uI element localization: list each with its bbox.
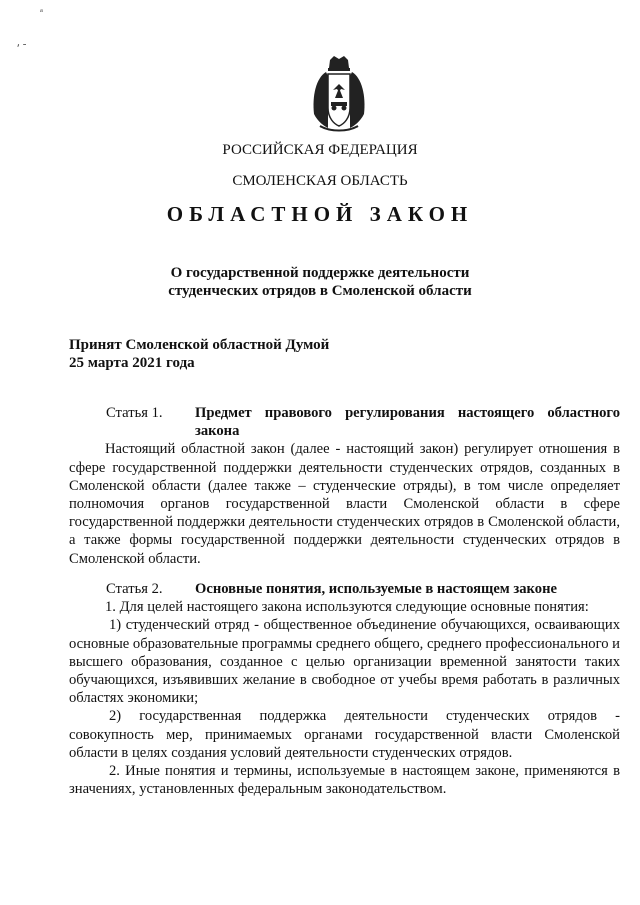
article-title: Основные понятия, используемые в настоящем законе <box>195 581 557 597</box>
document-type-heading: ОБЛАСТНОЙ ЗАКОН <box>166 202 474 226</box>
region-heading: СМОЛЕНСКАЯ ОБЛАСТЬ <box>232 173 408 189</box>
definition-item: 1) студенческий отряд - общественное объединение обучающихся, осваивающих основные образовательные программы среднего общего, среднего профессионального и высшего образования, созданное с целью организации временной занятости таких обучающихся, изъявивших желание в свободное от учебы время работать в различных областях экономики; <box>69 617 620 707</box>
article-2 <box>69 580 620 798</box>
article-paragraph: 2. Иные понятия и термины, используемые в настоящем законе, применяются в значениях, установленных федеральным законодательством. <box>69 763 620 798</box>
article-number: Статья 2. <box>106 581 163 597</box>
article-heading <box>69 580 620 598</box>
article-1 <box>69 404 620 568</box>
adoption-body: Принят Смоленской областной Думой <box>69 337 330 353</box>
country-heading: РОССИЙСКАЯ ФЕДЕРАЦИЯ <box>222 142 418 158</box>
article-number: Статья 1. <box>106 405 163 421</box>
adoption-date: 25 марта 2021 года <box>69 355 195 371</box>
scan-mark: ⸴ - <box>17 38 27 50</box>
law-title <box>0 264 640 300</box>
law-title-line: студенческих отрядов в Смоленской области <box>168 283 472 299</box>
scan-mark: ᵃ <box>40 6 44 18</box>
law-title-line: О государственной поддержке деятельности <box>170 265 470 281</box>
article-paragraph: Настоящий областной закон (далее - настоящий закон) регулирует отношения в сфере государственной поддержки деятельности студенческих отрядов, созданных в Смоленской области (далее также – студенческие отряды), в том числе определяет полномочия органов государственной власти Смоленской области в сфере государственной поддержки деятельности студенческих отрядов в Смоленской области, а также формы государственной поддержки деятельности студенческих отрядов в Смоленской области. <box>69 441 620 567</box>
coat-of-arms-icon <box>308 56 370 132</box>
article-paragraph: 1. Для целей настоящего закона используются следующие основные понятия: <box>105 599 589 616</box>
adoption-info <box>69 336 329 372</box>
article-title: Предмет правового регулирования настоящего областного закона <box>195 405 620 440</box>
article-heading <box>69 404 620 440</box>
definition-item: 2) государственная поддержка деятельности студенческих отрядов - совокупность мер, принимаемых органами государственной власти Смоленской области в целях создания условий деятельности студенческих отрядов. <box>69 708 620 761</box>
